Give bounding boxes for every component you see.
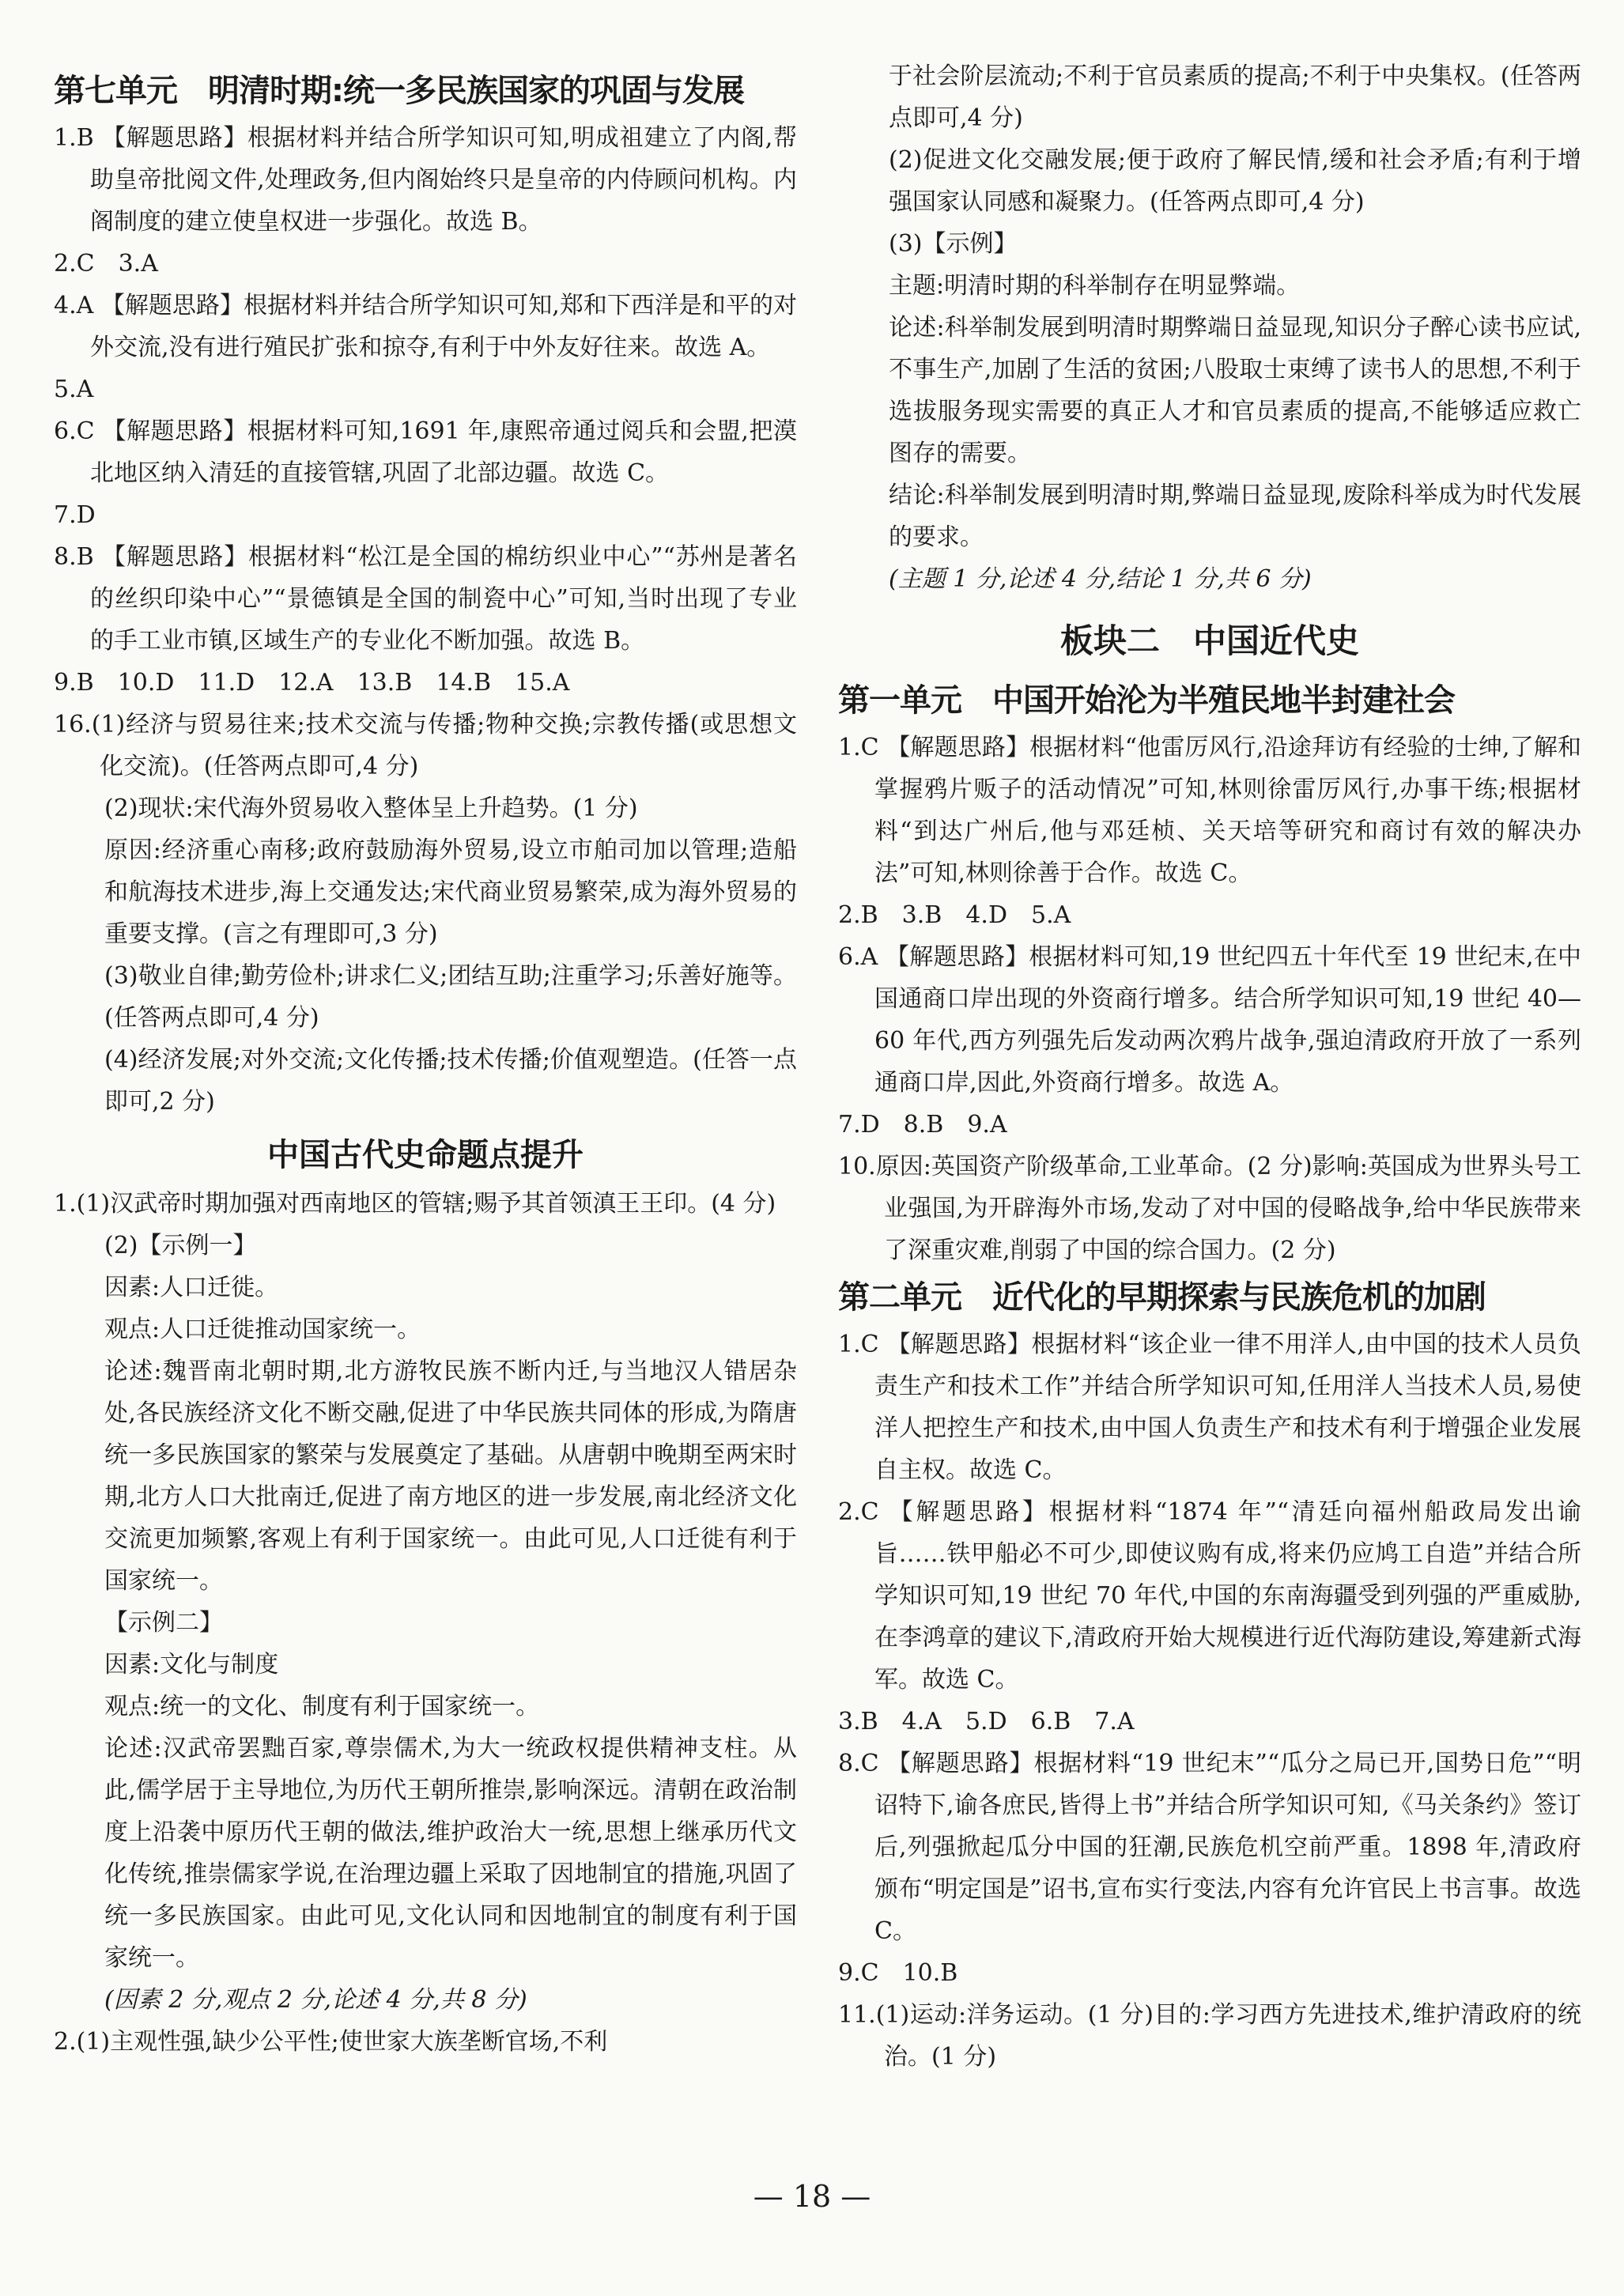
answer-subitem: 观点:人口迁徙推动国家统一。 bbox=[104, 1316, 421, 1343]
answer-item: 4.A 【解题思路】根据材料并结合所学知识可知,郑和下西洋是和平的对外交流,没有进行殖民扩张和掠夺,有利于中外友好往来。故选 A。 bbox=[54, 292, 797, 361]
answer-item: 6.A 【解题思路】根据材料可知,19 世纪四五十年代至 19 世纪末,在中国通商口岸出现的外资商行增多。结合所学知识可知,19 世纪 40—60 年代,西方列强先后发动两次鸦片战争,强迫清政府开放了一系列通商口岸,因此,外资商行增多。故选 A。 bbox=[838, 943, 1581, 1097]
answer-subitem: (4)经济发展;对外交流;文化传播;技术传播;价值观塑造。(任答一点即可,2 分) bbox=[104, 1046, 797, 1116]
answer-item: 8.B 【解题思路】根据材料“松江是全国的棉纺织业中心”“苏州是著名的丝织印染中心”“景德镇是全国的制瓷中心”可知,当时出现了专业的手工业市镇,区域生产的专业化不断加强。故选 B。 bbox=[54, 543, 797, 655]
answer-item: 2.B 3.B 4.D 5.A bbox=[838, 901, 1071, 929]
answer-subitem: 论述:科举制发展到明清时期弊端日益显现,知识分子醉心读书应试,不事生产,加剧了生活的贫困;八股取士束缚了读书人的思想,不利于选拔服务现实需要的真正人才和官员素质的提高,不能够适应救亡图存的需要。 bbox=[889, 314, 1581, 467]
left-column bbox=[54, 65, 797, 2063]
answer-subitem: 论述:汉武帝罢黜百家,尊崇儒术,为大一统政权提供精神支柱。从此,儒学居于主导地位,为历代王朝所推崇,影响深远。清朝在政治制度上沿袭中原历代王朝的做法,维护政治大一统,思想上继承历代文化传统,推崇儒家学说,在治理边疆上采取了因地制宜的措施,巩固了统一多民族国家。由此可见,文化认同和因地制宜的制度有利于国家统一。 bbox=[104, 1735, 797, 1972]
answer-subitem: (2)现状:宋代海外贸易收入整体呈上升趋势。(1 分) bbox=[104, 795, 638, 822]
answer-subitem: 原因:经济重心南移;政府鼓励海外贸易,设立市舶司加以管理;造船和航海技术进步,海上交通发达;宋代商业贸易繁荣,成为海外贸易的重要支撑。(言之有理即可,3 分) bbox=[104, 836, 797, 948]
answer-subitem: 【示例二】 bbox=[104, 1609, 223, 1637]
unit2-title: 第二单元 近代化的早期探索与民族危机的加剧 bbox=[838, 1279, 1486, 1316]
answer-subitem: 主题:明清时期的科举制存在明显弊端。 bbox=[889, 272, 1301, 300]
score-note: (主题 1 分,论述 4 分,结论 1 分,共 6 分) bbox=[889, 565, 1312, 593]
unit1-title: 第一单元 中国开始沦为半殖民地半封建社会 bbox=[838, 682, 1455, 719]
answer-subitem: 结论:科举制发展到明清时期,弊端日益显现,废除科举成为时代发展的要求。 bbox=[889, 481, 1581, 551]
page-number: — 18 — bbox=[753, 2179, 871, 2214]
block2-title: 板块二 中国近代史 bbox=[1059, 621, 1359, 660]
answer-subitem: (3)【示例】 bbox=[889, 230, 1018, 258]
answer-subitem: (2)【示例一】 bbox=[104, 1232, 257, 1259]
answer-item: 3.B 4.A 5.D 6.B 7.A bbox=[838, 1708, 1135, 1735]
answer-item: 11.(1)运动:洋务运动。(1 分)目的:学习西方先进技术,维护清政府的统治。(1 分) bbox=[838, 2001, 1581, 2071]
answer-subitem: 因素:人口迁徙。 bbox=[104, 1274, 279, 1301]
answer-item: 6.C 【解题思路】根据材料可知,1691 年,康熙帝通过阅兵和会盟,把漠北地区纳入清廷的直接管辖,巩固了北部边疆。故选 C。 bbox=[54, 417, 797, 487]
right-column bbox=[838, 55, 1581, 2078]
answer-subitem: 观点:统一的文化、制度有利于国家统一。 bbox=[104, 1693, 540, 1720]
answer-item: 5.A bbox=[54, 376, 94, 403]
answer-item: 2.(1)主观性强,缺少公平性;使世家大族垄断官场,不利 bbox=[54, 2028, 608, 2056]
answer-item: 1.C 【解题思路】根据材料“他雷厉风行,沿途拜访有经验的士绅,了解和掌握鸦片贩子的活动情况”可知,林则徐雷厉风行,办事干练;根据材料“到达广州后,他与邓廷桢、关天培等研究和商讨有效的解决办法”可知,林则徐善于合作。故选 C。 bbox=[838, 734, 1581, 887]
answer-item: 16.(1)经济与贸易往来;技术交流与传播;物种交换;宗教传播(或思想文化交流)。(任答两点即可,4 分) bbox=[54, 711, 797, 780]
answer-subitem: 因素:文化与制度 bbox=[104, 1651, 279, 1679]
answer-subitem: 于社会阶层流动;不利于官员素质的提高;不利于中央集权。(任答两点即可,4 分) bbox=[889, 62, 1581, 132]
answer-subitem: (2)促进文化交融发展;便于政府了解民情,缓和社会矛盾;有利于增强国家认同感和凝聚力。(任答两点即可,4 分) bbox=[889, 146, 1581, 216]
answer-item: 9.B 10.D 11.D 12.A 13.B 14.B 15.A bbox=[54, 669, 570, 697]
answer-item: 1.B 【解题思路】根据材料并结合所学知识可知,明成祖建立了内阁,帮助皇帝批阅文件,处理政务,但内阁始终只是皇帝的内侍顾问机构。内阁制度的建立使皇权进一步强化。故选 B。 bbox=[54, 124, 797, 236]
answer-item: 1.C 【解题思路】根据材料“该企业一律不用洋人,由中国的技术人员负责生产和技术工作”并结合所学知识可知,任用洋人当技术人员,易使洋人把控生产和技术,由中国人负责生产和技术有利于增强企业发展自主权。故选 C。 bbox=[838, 1331, 1581, 1484]
answer-item: 2.C 3.A bbox=[54, 250, 158, 278]
answer-item: 10.原因:英国资产阶级革命,工业革命。(2 分)影响:英国成为世界头号工业强国,为开辟海外市场,发动了对中国的侵略战争,给中华民族带来了深重灾难,削弱了中国的综合国力。(2 分) bbox=[838, 1153, 1581, 1264]
answer-subitem: (3)敬业自律;勤劳俭朴;讲求仁义;团结互助;注重学习;乐善好施等。(任答两点即可,4 分) bbox=[104, 962, 797, 1032]
answer-item: 9.C 10.B bbox=[838, 1959, 958, 1987]
answer-subitem: 论述:魏晋南北朝时期,北方游牧民族不断内迁,与当地汉人错居杂处,各民族经济文化不断交融,促进了中华民族共同体的形成,为隋唐统一多民族国家的繁荣与发展奠定了基础。从唐朝中晚期至两宋时期,北方人口大批南迁,促进了南方地区的进一步发展,南北经济文化交流更加频繁,客观上有利于国家统一。由此可见,人口迁徙有利于国家统一。 bbox=[104, 1358, 797, 1595]
answer-item: 1.(1)汉武帝时期加强对西南地区的管辖;赐予其首领滇王王印。(4 分) bbox=[54, 1190, 776, 1218]
answer-item: 8.C 【解题思路】根据材料“19 世纪末”“瓜分之局已开,国势日危”“明诏特下,谕各庶民,皆得上书”并结合所学知识可知,《马关条约》签订后,列强掀起瓜分中国的狂潮,民族危机空前严重。1898 年,清政府颁布“明定国是”诏书,宣布实行变法,内容有允许官民上书言事。故选 C。 bbox=[838, 1750, 1581, 1945]
score-note: (因素 2 分,观点 2 分,论述 4 分,共 8 分) bbox=[104, 1986, 527, 2014]
answer-item: 7.D bbox=[54, 501, 96, 529]
answer-item: 7.D 8.B 9.A bbox=[838, 1111, 1007, 1139]
unit7-title: 第七单元 明清时期:统一多民族国家的巩固与发展 bbox=[54, 73, 744, 109]
ancient-history-title: 中国古代史命题点提升 bbox=[267, 1137, 584, 1173]
answer-item: 2.C 【解题思路】根据材料“1874 年”“清廷向福州船政局发出谕旨……铁甲船必不可少,即使议购有成,将来仍应鸠工自造”并结合所学知识可知,19 世纪 70 年代,中国的东南海疆受到列强的严重威胁,在李鸿章的建议下,清政府开始大规模进行近代海防建设,筹建新式海军。故选 C。 bbox=[838, 1498, 1581, 1694]
